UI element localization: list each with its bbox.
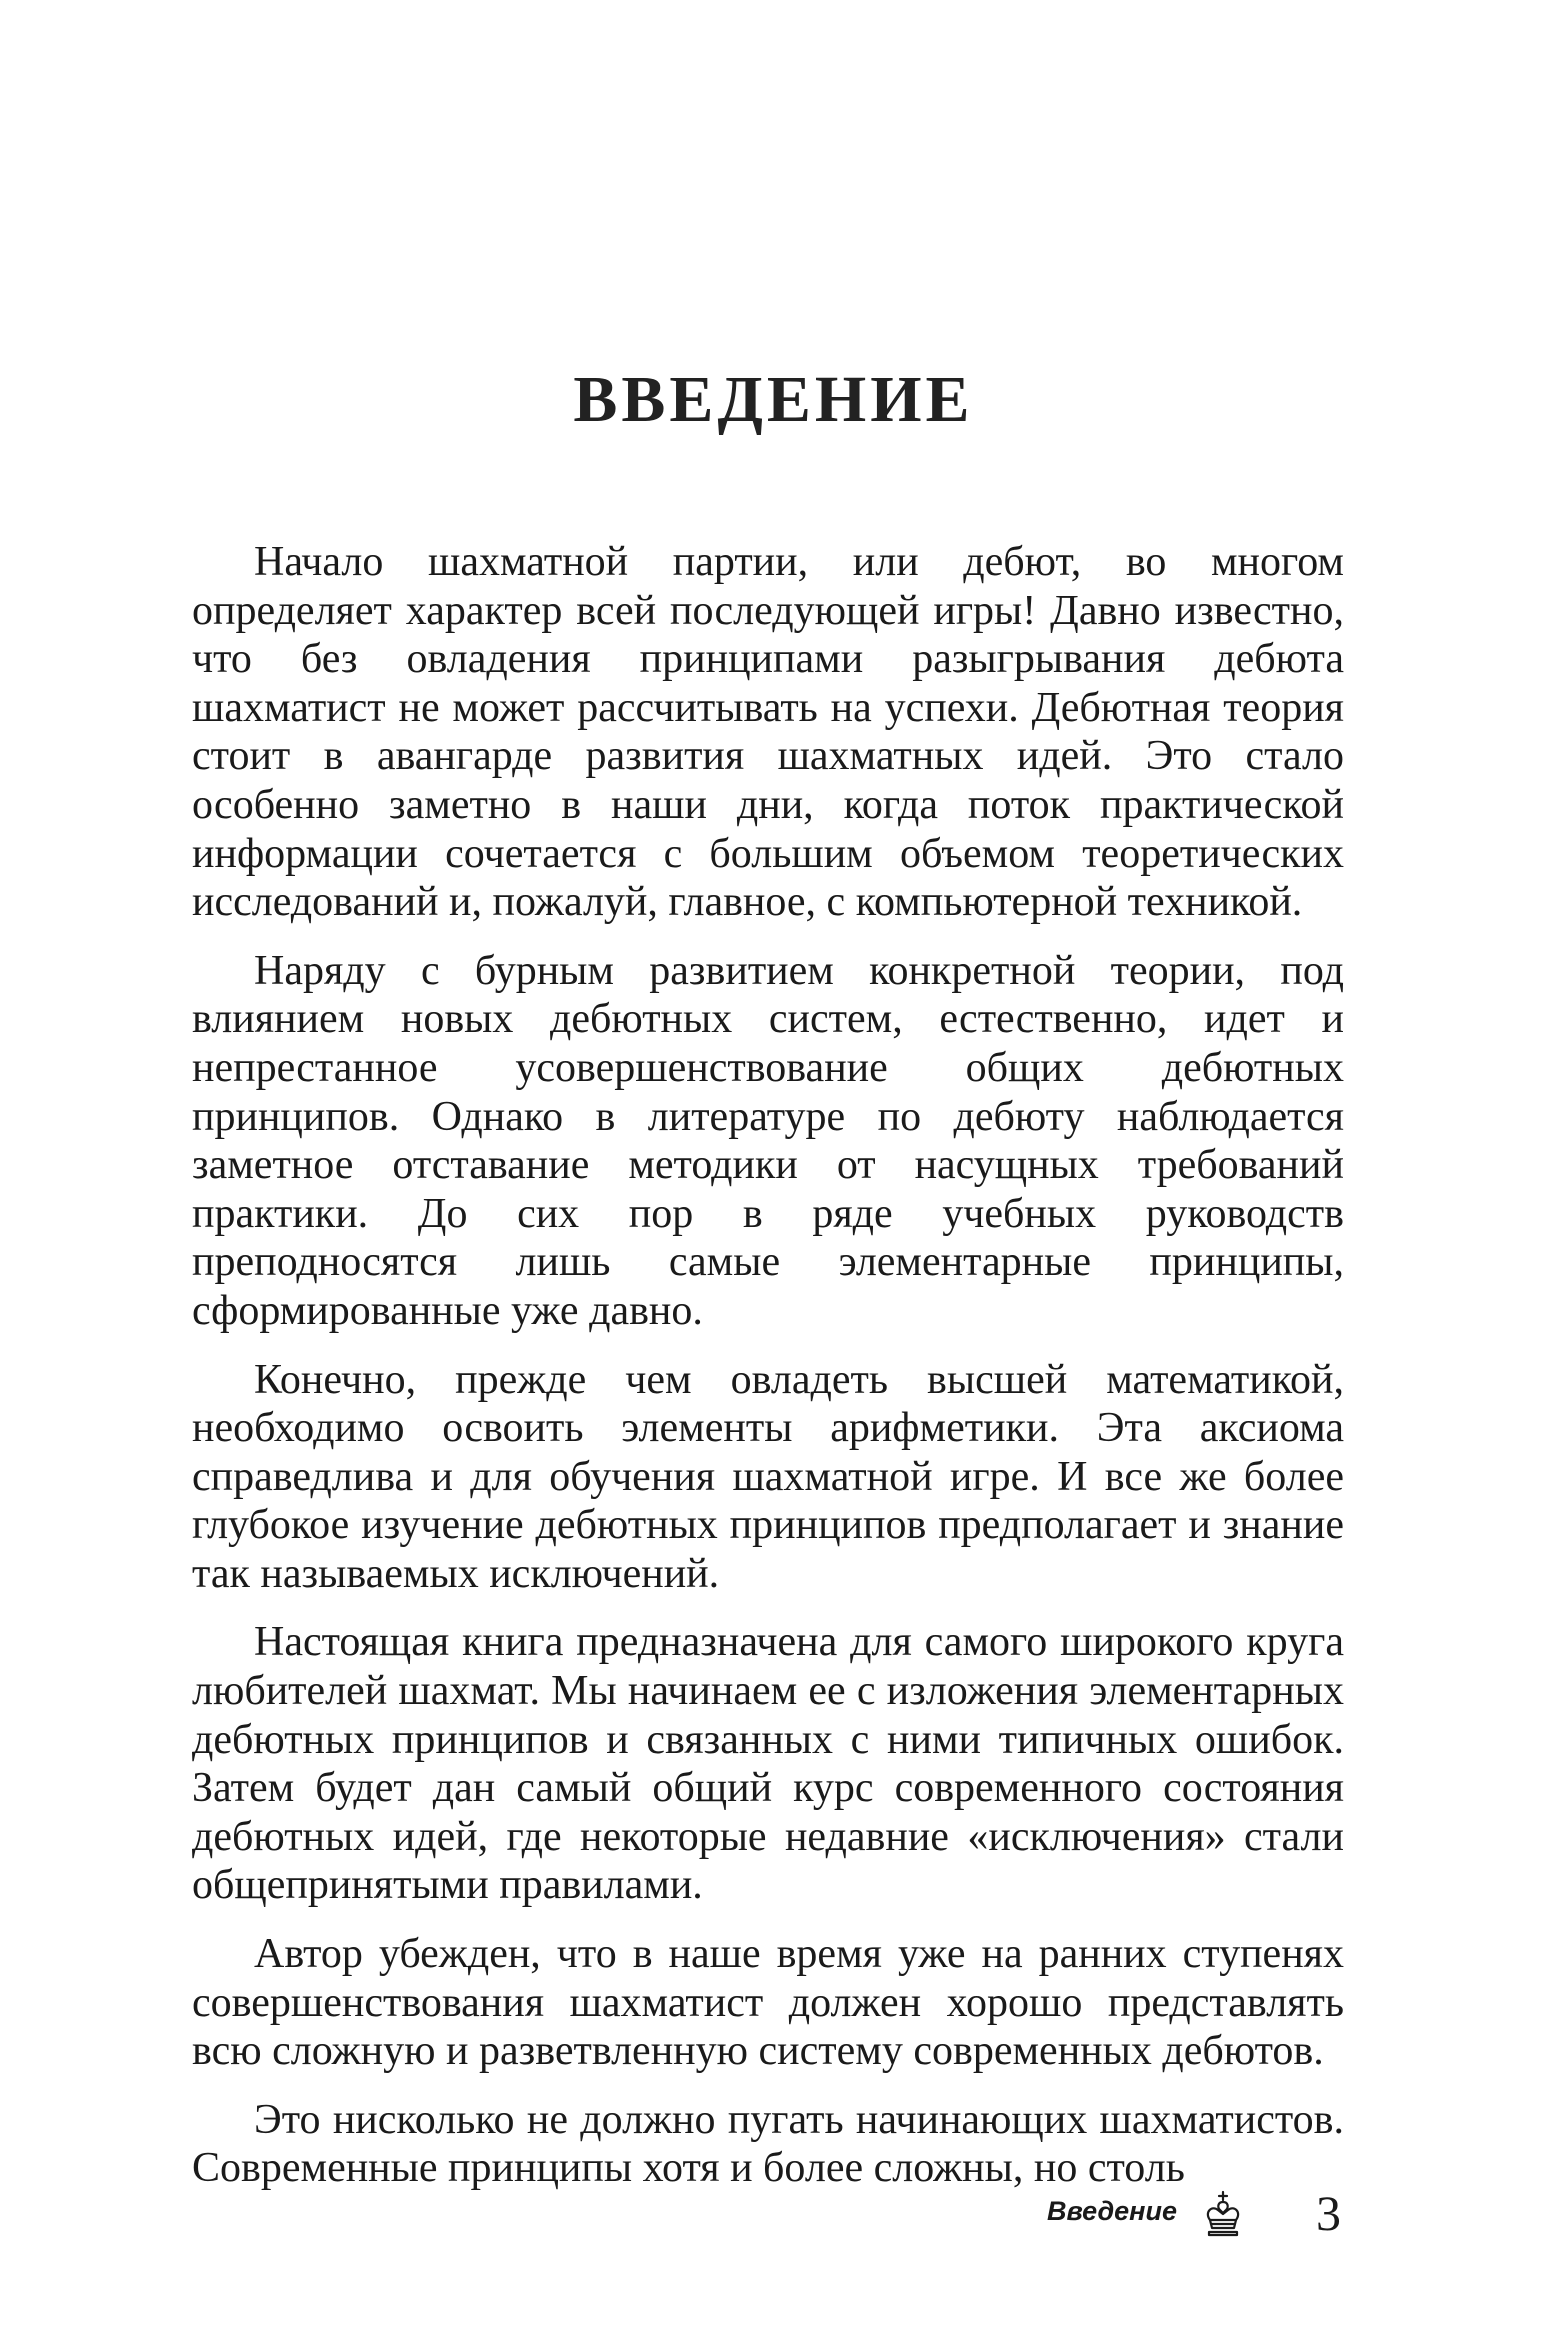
paragraph: Это нисколько не должно пугать начинающих шахматистов. Современные принципы хотя и более сложны, но столь [192, 2096, 1344, 2192]
paragraph: Наряду с бурным развитием конкретной теории, под влиянием новых дебютных систем, естественно, идет и непрестанное усовершенствование общих дебютных принципов. Однако в литературе по дебюту наблюдается заметное отставание методики от насущных требований практики. До сих пор в ряде учебных руководств преподносятся лишь самые элементарные принципы, сформированные уже давно. [192, 947, 1344, 1334]
paragraph: Конечно, прежде чем овладеть высшей математикой, необходимо освоить элементы арифметики. Эта аксиома справедлива и для обучения шахматной игре. И все же более глубокое изучение дебютных принципов предполагает и знание так называемых исключений. [192, 1356, 1344, 1597]
page-number: 3 [1316, 2185, 1341, 2241]
paragraph: Автор убежден, что в наше время уже на ранних ступенях совершенствования шахматист должен хорошо представлять всю сложную и разветвленную систему современных дебютов. [192, 1931, 1344, 2075]
chapter-title: ВВЕДЕНИЕ [573, 363, 974, 436]
body-text [192, 538, 1344, 2193]
running-head: Введение [1046, 2196, 1177, 2226]
chess-king-icon [1201, 2190, 1245, 2238]
page-footer [0, 2185, 1547, 2248]
paragraph: Начало шахматной партии, или дебют, во многом определяет характер всей последующей игры! Давно известно, что без овладения принципами разыгрывания дебюта шахматист не может рассчитывать на успехи. Дебютная теория стоит в авангарде развития шахматных идей. Это стало особенно заметно в наши дни, когда поток практической информации сочетается с большим объемом теоретических исследований и, пожалуй, главное, с компьютерной техникой. [192, 539, 1344, 926]
paragraph: Настоящая книга предназначена для самого широкого круга любителей шахмат. Мы начинаем ее с изложения элементарных дебютных принципов и связанных с ними типичных ошибок. Затем будет дан самый общий курс современного состояния дебютных идей, где некоторые недавние «исключения» стали общепринятыми правилами. [192, 1619, 1344, 1909]
